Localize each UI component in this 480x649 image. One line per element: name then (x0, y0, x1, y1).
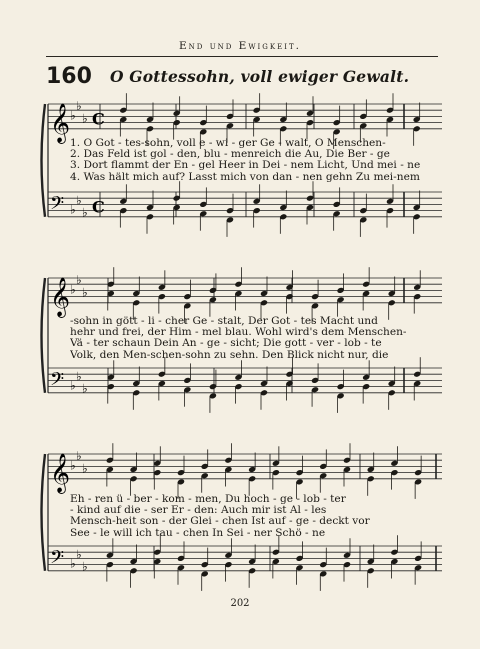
hymn-title: O Gottessohn, voll ewiger Gewalt. (110, 67, 410, 86)
flat-sign: ♭ (82, 559, 88, 574)
music-system-1 (38, 96, 442, 236)
lyric-verse-4: Volk, den Men-schen-sohn zu sehn. Den Blick nicht nur, die (70, 349, 389, 361)
lyrics-block-1 (70, 138, 442, 183)
hymn-number: 160 (46, 64, 92, 89)
lyrics-block-3 (70, 494, 442, 539)
lyric-verse-2: hehr und frei, der Him - mel blau. Wohl wird's dem Menschen- (70, 327, 407, 339)
flat-sign: ♭ (82, 111, 88, 126)
flat-sign: ♭ (76, 449, 82, 464)
running-head: End und Ewigkeit. (178, 40, 302, 52)
flat-sign: ♭ (82, 205, 88, 220)
flat-sign: ♭ (82, 285, 88, 300)
treble-clef: 𝄞 (50, 452, 71, 493)
lyric-verse-3: 3. Dort flammt der En - gel Heer in Dei - nem Licht, Und mei - ne (70, 160, 421, 172)
music-system-2 (38, 270, 442, 410)
flat-sign: ♭ (76, 193, 82, 208)
header-rule (46, 56, 438, 57)
lyric-verse-3: Mensch-heit son - der Glei - chen Ist auf - ge - deckt vor (70, 516, 370, 528)
flat-sign: ♭ (70, 282, 76, 297)
system-brace (42, 278, 46, 393)
flat-sign: ♭ (70, 108, 76, 123)
flat-sign: ♭ (76, 547, 82, 562)
music-system-3 (38, 446, 442, 591)
flat-sign: ♭ (76, 273, 82, 288)
bass-clef: 𝄢 (50, 369, 65, 395)
flat-sign: ♭ (70, 378, 76, 393)
lyric-verse-1: -sohn in gött - li - cher Ge - stalt, Der Got - tes Macht und (70, 316, 378, 327)
lyric-verse-1: 1. O Got - tes-sohn, voll e - wi - ger Ge - walt, O Menschen- (70, 138, 386, 149)
flat-sign: ♭ (70, 556, 76, 571)
system-brace (42, 454, 46, 571)
lyric-verse-2: 2. Das Feld ist gol - den, blu - menreich die Au, Die Ber - ge (70, 149, 390, 161)
flat-sign: ♭ (70, 202, 76, 217)
lyric-verse-3: Vä - ter schaun Dein An - ge - sicht; Die gott - ver - lob - te (70, 338, 382, 350)
lyric-verse-4: 4. Was hält mich auf? Lasst mich von dan - nen gehn Zu mei-nem (70, 171, 420, 183)
time-signature: C (92, 197, 105, 217)
lyrics-block-2 (70, 316, 442, 361)
system-brace (42, 104, 46, 217)
lyric-verse-4: See - le will ich tau - chen In Sei - ner Schö - ne (70, 527, 326, 539)
treble-clef: 𝄞 (50, 276, 71, 317)
flat-sign: ♭ (76, 369, 82, 384)
flat-sign: ♭ (82, 461, 88, 476)
bass-clef: 𝄢 (50, 547, 65, 573)
flat-sign: ♭ (70, 458, 76, 473)
lyric-verse-1: Eh - ren ü - ber - kom - men, Du hoch - ge - lob - ter (70, 494, 346, 505)
flat-sign: ♭ (76, 99, 82, 114)
flat-sign: ♭ (82, 381, 88, 396)
bass-clef: 𝄢 (50, 193, 65, 219)
page-number: 202 (230, 598, 250, 609)
lyric-verse-2: - kind auf die - ser Er - den: Auch mir ist Al - les (70, 505, 327, 517)
treble-clef: 𝄞 (50, 102, 71, 143)
time-signature: C (92, 109, 105, 129)
